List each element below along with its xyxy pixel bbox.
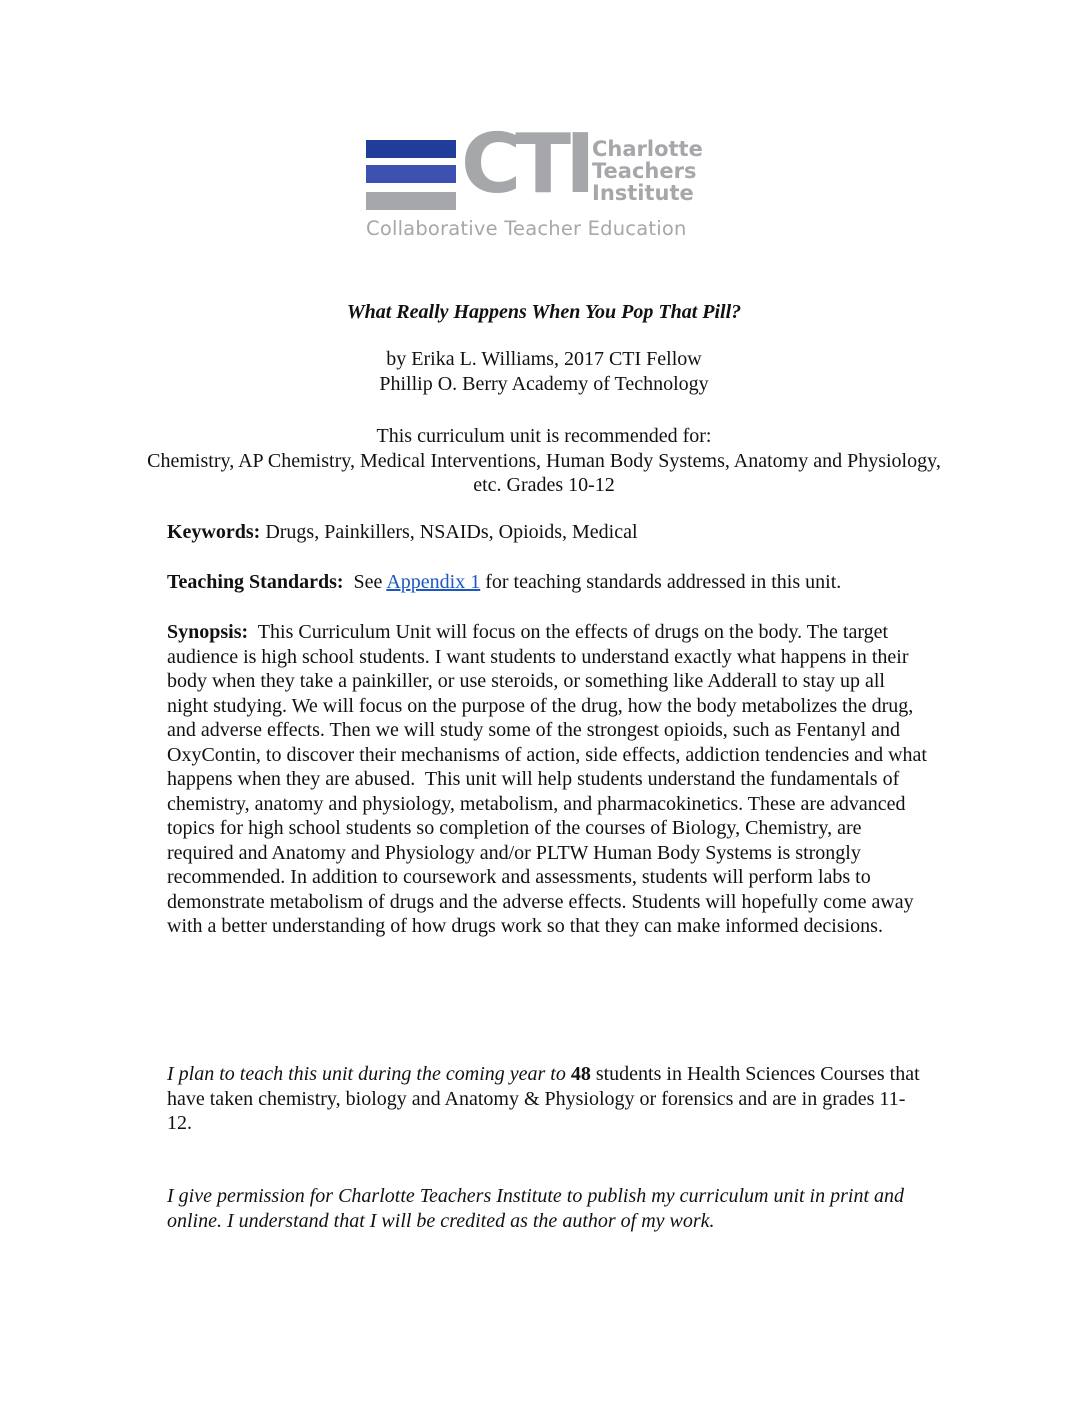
document-title: What Really Happens When You Pop That Pill? bbox=[346, 301, 742, 323]
keywords-value: Drugs, Painkillers, NSAIDs, Opioids, Medical bbox=[260, 521, 638, 543]
logo-bar-gray bbox=[366, 192, 456, 210]
teaching-standards-line bbox=[167, 570, 927, 595]
synopsis-label: Synopsis: bbox=[167, 621, 249, 643]
plan-italic-text: I plan to teach this unit during the coming year to bbox=[167, 1063, 571, 1085]
logo-name-line: Teachers bbox=[592, 159, 697, 183]
teaching-standards-pre: See bbox=[343, 571, 387, 593]
keywords-line bbox=[167, 520, 927, 545]
author-line: by Erika L. Williams, 2017 CTI Fellow bbox=[386, 348, 702, 370]
keywords-label: Keywords: bbox=[167, 521, 261, 543]
teaching-standards-label: Teaching Standards: bbox=[167, 571, 344, 593]
logo-mark: CTI bbox=[461, 117, 590, 212]
cti-logo bbox=[366, 117, 716, 243]
school-name: Phillip O. Berry Academy of Technology bbox=[379, 372, 709, 395]
logo-bar-dark-blue bbox=[366, 140, 456, 158]
recommendation bbox=[140, 424, 948, 498]
byline bbox=[140, 347, 948, 396]
logo-bar-blue bbox=[366, 165, 456, 183]
recommended-courses: Chemistry, AP Chemistry, Medical Interventions, Human Body Systems, Anatomy and Physiology, etc. Grades 10-12 bbox=[147, 449, 941, 496]
teaching-standards-post: for teaching standards addressed in this unit. bbox=[480, 571, 842, 593]
logo-name-line: Institute bbox=[592, 181, 694, 205]
student-count: 48 bbox=[570, 1063, 591, 1085]
appendix-1-link[interactable]: Appendix 1 bbox=[386, 571, 481, 593]
synopsis-text: This Curriculum Unit will focus on the effects of drugs on the body. The target audience is high school students. I want students to understand exactly what happens in their body when they take a painkiller, or use steroids, or something like Adderall to stay up all night studying. We will focus on the purpose of the drug, how the body metabolizes the drug, and adverse effects. Then we will study some of the strongest opioids, such as Fentanyl and OxyContin, to discover their mechanisms of action, side effects, addiction tendencies and what happens when they are abused. This unit will help students understand the fundamentals of chemistry, anatomy and physiology, metabolism, and pharmacokinetics. These are advanced topics for high school students so completion of the courses of Biology, Chemistry, are required and Anatomy and Physiology and/or PLTW Human Body Systems is strongly recommended. In addition to coursework and assessments, students will perform labs to demonstrate metabolism of drugs and the adverse effects. Students will hopefully come away with a better understanding of how drugs work so that they can make informed decisions. bbox=[167, 621, 932, 937]
synopsis-paragraph bbox=[167, 620, 932, 939]
plan-paragraph bbox=[167, 1062, 927, 1136]
logo-tagline: Collaborative Teacher Education bbox=[366, 217, 687, 240]
plan-rest-text: students in Health Sciences Courses that have taken chemistry, biology and Anatomy & Physiology or forensics and are in grades 11-12. bbox=[167, 1063, 920, 1134]
recommendation-intro: This curriculum unit is recommended for: bbox=[376, 425, 712, 447]
logo-name-line: Charlotte bbox=[592, 137, 703, 161]
logo-institute-name bbox=[592, 138, 703, 204]
permission-statement: I give permission for Charlotte Teachers Institute to publish my curriculum unit in print and online. I understand that I will be credited as the author of my work. bbox=[167, 1185, 905, 1232]
